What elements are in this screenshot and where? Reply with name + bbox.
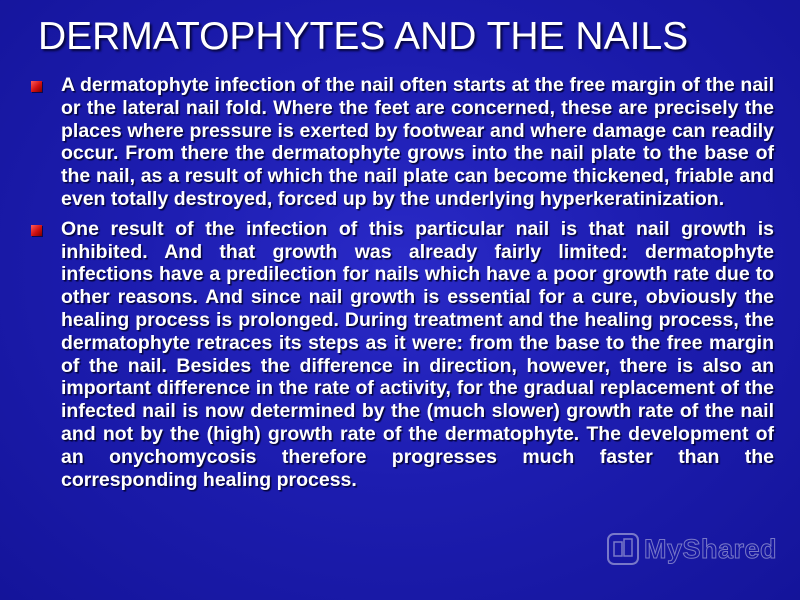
slide-title: DERMATOPHYTES AND THE NAILS [38,15,689,58]
square-bullet-icon [31,225,42,236]
logo-icon [606,532,640,566]
watermark-text: MyShared [644,534,778,564]
bullet-item [26,74,774,211]
watermark [606,528,776,574]
bullet-list [26,74,774,498]
square-bullet-icon [31,81,42,92]
bullet-text: One result of the infection of this particular nail is that nail growth is inhibited. And that growth was already fairly limited: dermatophyte infections have a predilection for nails which have a poor growth rate due to other reasons. And since nail growth is essential for a cure, obviously the healing process is prolonged. During treatment and the healing process, the dermatophyte retraces its steps as it were: from the base to the free margin of the nail. Besides the difference in direction, however, there is also an important difference in the rate of activity, for the gradual replacement of the infected nail is now determined by the (much slower) growth rate of the nail and not by the (high) growth rate of the dermatophyte. The development of an onychomycosis therefore progresses much faster than the corresponding healing process. [61,217,774,491]
bullet-item [26,218,774,492]
bullet-text: A dermatophyte infection of the nail often starts at the free margin of the nail or the lateral nail fold. Where the feet are concerned, these are precisely the places where pressure is exerted by footwear and where damage can readily occur. From there the dermatophyte grows into the nail plate to the base of the nail, as a result of which the nail plate can become thickened, friable and even totally destroyed, forced up by the underlying hyperkeratinization. [61,74,774,210]
